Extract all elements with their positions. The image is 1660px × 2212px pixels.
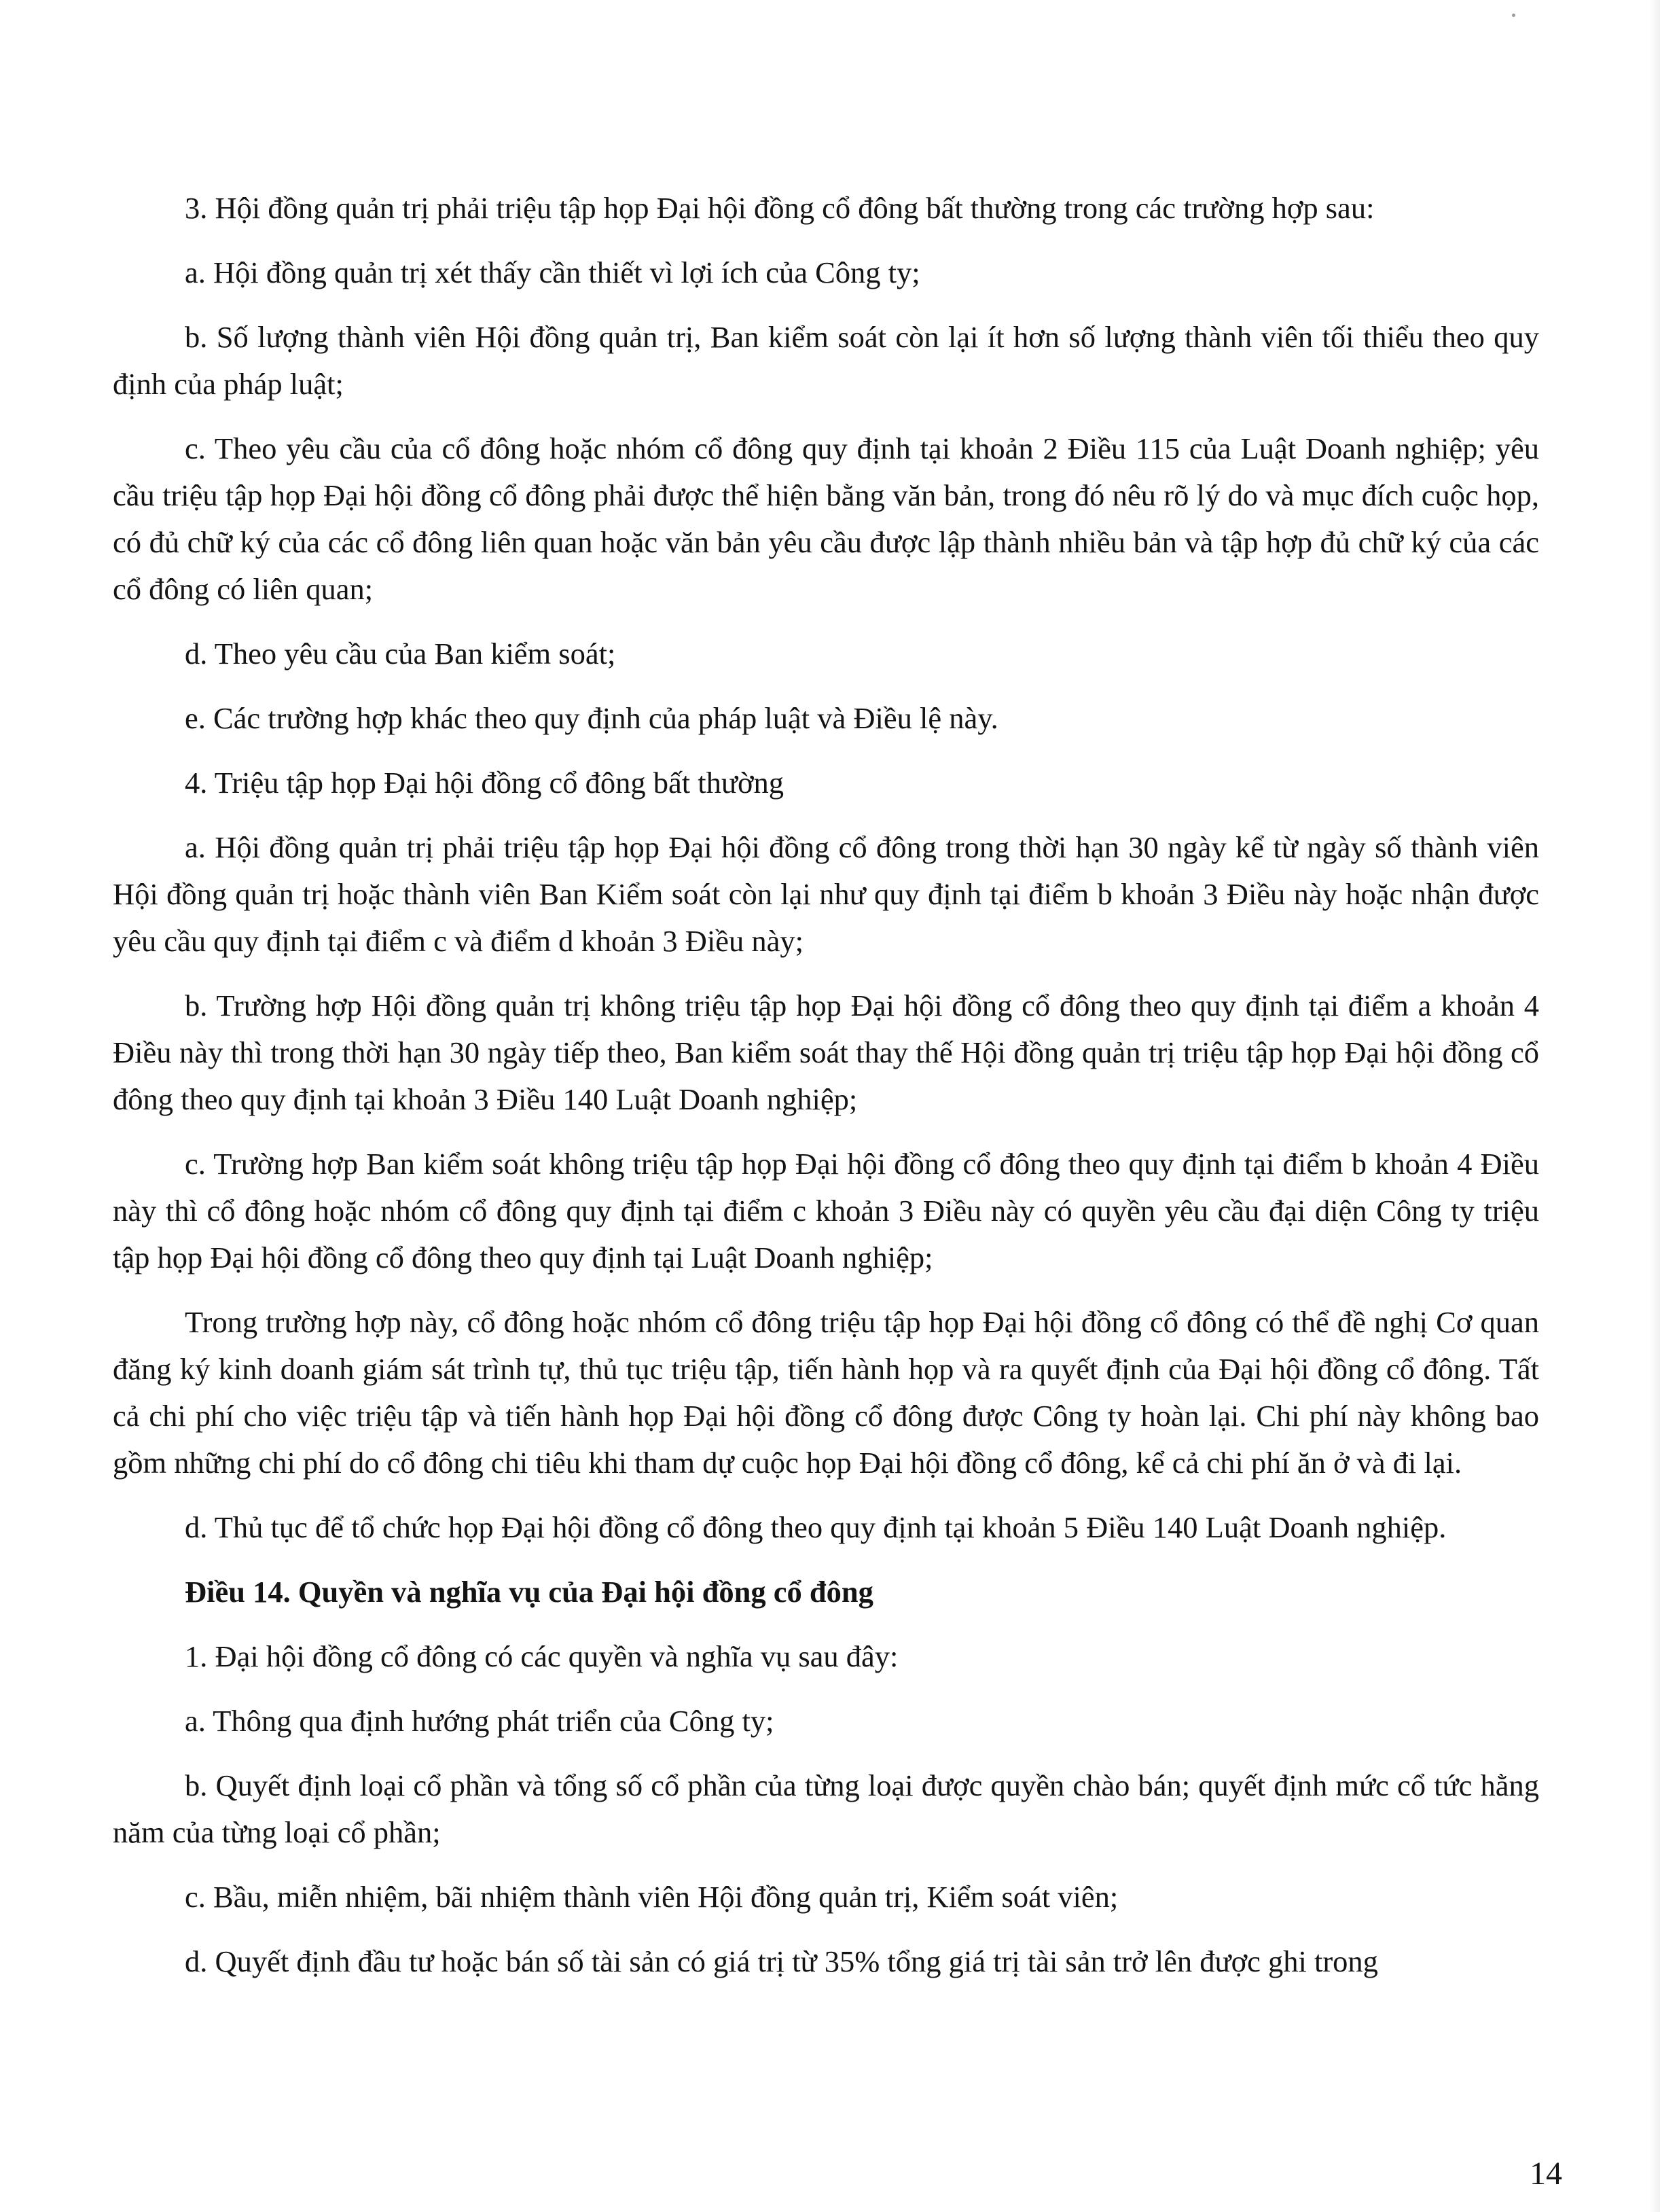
clause-3e: e. Các trường hợp khác theo quy định của pháp luật và Điều lệ này. — [185, 701, 998, 735]
clause-4d: d. Thủ tục để tổ chức họp Đại hội đồng cổ đông theo quy định tại khoản 5 Điều 140 Luật Doanh nghiệp. — [185, 1510, 1447, 1544]
page-body — [113, 185, 1539, 2003]
scan-speck — [1512, 14, 1515, 17]
article-14-heading: Điều 14. Quyền và nghĩa vụ của Đại hội đồng cổ đông — [185, 1575, 873, 1609]
clause-3d: d. Theo yêu cầu của Ban kiểm soát; — [185, 637, 616, 671]
clause-4c: c. Trường hợp Ban kiểm soát không triệu tập họp Đại hội đồng cổ đông theo quy định tại điểm b khoản 4 Điều này thì cổ đông hoặc nhóm cổ đông quy định tại điểm c khoản 3 Điều này có quyền yêu cầu đại diện Công ty triệu tập họp Đại hội đồng cổ đông theo quy định tại Luật Doanh nghiệp; — [113, 1147, 1539, 1274]
clause-4c-note: Trong trường hợp này, cổ đông hoặc nhóm cổ đông triệu tập họp Đại hội đồng cổ đông có thể đề nghị Cơ quan đăng ký kinh doanh giám sát trình tự, thủ tục triệu tập, tiến hành họp và ra quyết định của Đại hội đồng cổ đông. Tất cả chi phí cho việc triệu tập và tiến hành họp Đại hội đồng cổ đông được Công ty hoàn lại. Chi phí này không bao gồm những chi phí do cổ đông chi tiêu khi tham dự cuộc họp Đại hội đồng cổ đông, kể cả chi phí ăn ở và đi lại. — [113, 1305, 1539, 1480]
clause-3b: b. Số lượng thành viên Hội đồng quản trị, Ban kiểm soát còn lại ít hơn số lượng thành viên tối thiểu theo quy định của pháp luật; — [113, 320, 1539, 401]
article-14-clause-1b: b. Quyết định loại cổ phần và tổng số cổ phần của từng loại được quyền chào bán; quyết định mức cổ tức hằng năm của từng loại cổ phần; — [113, 1768, 1539, 1849]
clause-3c: c. Theo yêu cầu của cổ đông hoặc nhóm cổ đông quy định tại khoản 2 Điều 115 của Luật Doanh nghiệp; yêu cầu triệu tập họp Đại hội đồng cổ đông phải được thể hiện bằng văn bản, trong đó nêu rõ lý do và mục đích cuộc họp, có đủ chữ ký của các cổ đông liên quan hoặc văn bản yêu cầu được lập thành nhiều bản và tập hợp đủ chữ ký của các cổ đông có liên quan; — [113, 431, 1539, 606]
article-14-clause-1d: d. Quyết định đầu tư hoặc bán số tài sản có giá trị từ 35% tổng giá trị tài sản trở lên được ghi trong — [185, 1944, 1378, 1978]
clause-3-intro: 3. Hội đồng quản trị phải triệu tập họp Đại hội đồng cổ đông bất thường trong các trường hợp sau: — [185, 191, 1375, 225]
article-14-clause-1a: a. Thông qua định hướng phát triển của Công ty; — [185, 1704, 774, 1738]
clause-4a: a. Hội đồng quản trị phải triệu tập họp Đại hội đồng cổ đông trong thời hạn 30 ngày kể từ ngày số thành viên Hội đồng quản trị hoặc thành viên Ban Kiểm soát còn lại như quy định tại điểm b khoản 3 Điều này hoặc nhận được yêu cầu quy định tại điểm c và điểm d khoản 3 Điều này; — [113, 830, 1539, 958]
article-14-clause-1c: c. Bầu, miễn nhiệm, bãi nhiệm thành viên Hội đồng quản trị, Kiểm soát viên; — [185, 1880, 1119, 1914]
clause-4b: b. Trường hợp Hội đồng quản trị không triệu tập họp Đại hội đồng cổ đông theo quy định tại điểm a khoản 4 Điều này thì trong thời hạn 30 ngày tiếp theo, Ban kiểm soát thay thế Hội đồng quản trị triệu tập họp Đại hội đồng cổ đông theo quy định tại khoản 3 Điều 140 Luật Doanh nghiệp; — [113, 988, 1539, 1116]
page-number: 14 — [1530, 2156, 1562, 2192]
clause-4-intro: 4. Triệu tập họp Đại hội đồng cổ đông bất thường — [185, 766, 784, 800]
article-14-clause-1: 1. Đại hội đồng cổ đông có các quyền và nghĩa vụ sau đây: — [185, 1639, 899, 1673]
clause-3a: a. Hội đồng quản trị xét thấy cần thiết vì lợi ích của Công ty; — [185, 255, 920, 289]
scan-edge — [1649, 0, 1660, 2212]
